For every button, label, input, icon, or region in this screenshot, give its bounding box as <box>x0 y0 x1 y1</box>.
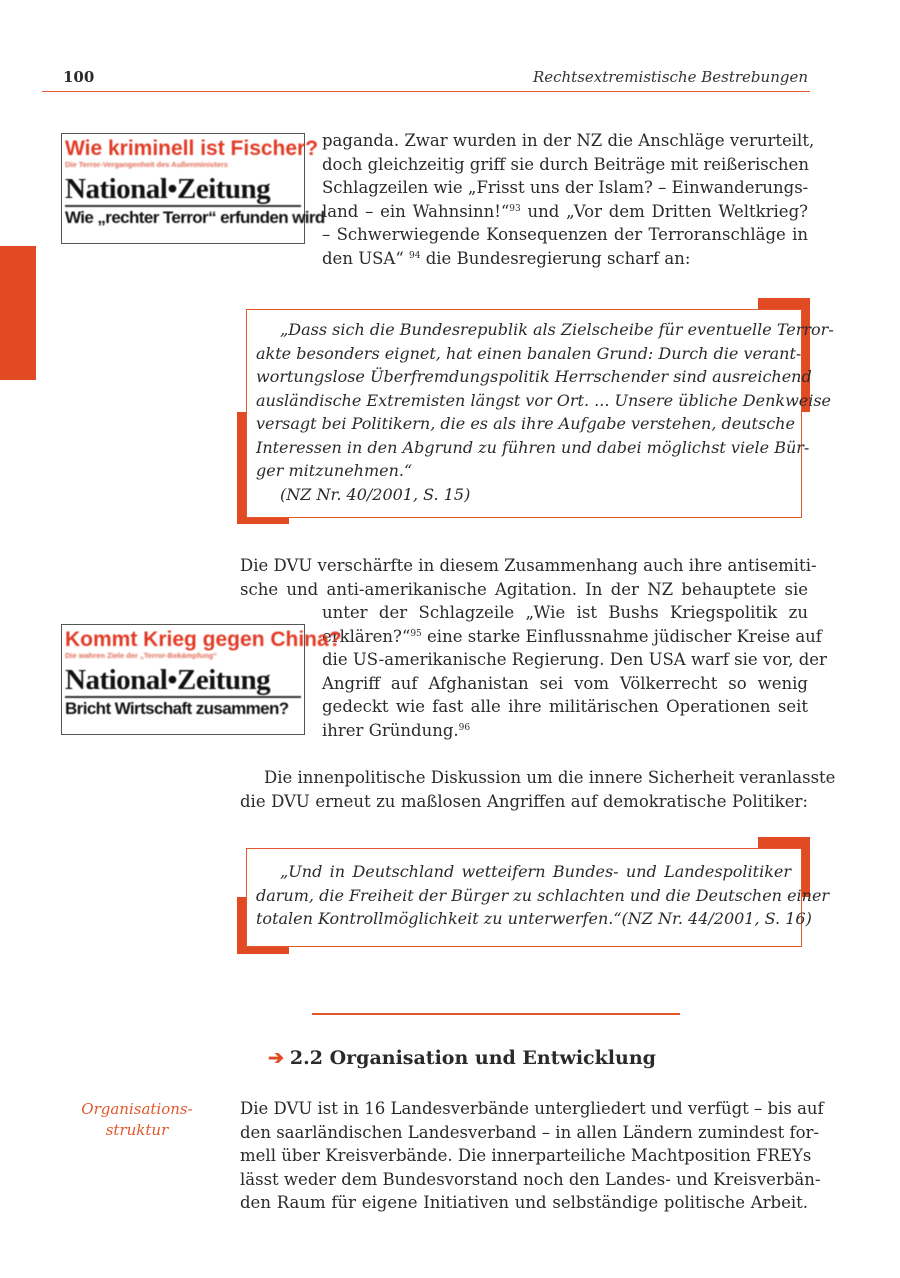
text-line: die US-amerikanische Regierung. Den USA warf sie vor, der <box>322 650 827 669</box>
text-line: Angriff auf Afghanistan sei vom Völkerrecht so wenig <box>322 673 808 693</box>
footnote-ref-94: 94 <box>409 250 421 261</box>
running-head: Rechtsextremistische Bestrebungen <box>532 68 808 86</box>
clipping-bottom-headline: Bricht Wirtschaft zusammen? <box>65 699 289 718</box>
text-line: Die DVU verschärfte in diesem Zusammenhang auch ihre antisemiti- <box>240 556 817 575</box>
paragraph-3 <box>240 766 836 813</box>
section-heading <box>268 1047 656 1069</box>
quote-line: akte besonders eignet, hat einen banalen Grund: Durch die verant- <box>256 343 802 363</box>
text-line: den saarländischen Landesverband – in allen Ländern zumindest for- <box>240 1122 820 1142</box>
text-line: die DVU erneut zu maßlosen Angriffen auf demokratische Politiker: <box>240 791 808 811</box>
text-line: mell über Kreisverbände. Die innerparteiliche Machtposition FREYs <box>240 1146 812 1165</box>
clipping-masthead: National•Zeitung <box>65 664 271 696</box>
arrow-icon: ➔ <box>268 1047 284 1069</box>
text-line: unter der Schlagzeile „Wie ist Bushs Kriegspolitik zu <box>322 603 808 622</box>
text-line: den Raum für eigene Initiativen und selbständige politische Arbeit. <box>240 1193 808 1212</box>
text-fragment: erklären?“ <box>322 626 411 646</box>
footnote-ref-93: 93 <box>509 203 521 214</box>
margin-note-line: Organisations- <box>81 1100 193 1118</box>
text-fragment: den USA“ <box>322 248 410 268</box>
text-fragment: ihrer Gründung. <box>322 720 459 740</box>
clipping-headline: Kommt Krieg gegen China? <box>65 628 342 651</box>
text-fragment: die Bundesregierung scharf an: <box>420 248 691 268</box>
text-line <box>322 247 808 271</box>
text-line: doch gleichzeitig griff sie durch Beiträge mit reißerischen <box>322 154 809 174</box>
footnote-ref-95: 95 <box>410 628 422 639</box>
quote-source: (NZ Nr. 40/2001, S. 15) <box>280 484 471 504</box>
paragraph-4 <box>240 1097 824 1215</box>
text-line <box>322 625 822 649</box>
newspaper-clipping-1 <box>61 133 325 244</box>
quote-line: Interessen in den Abgrund zu führen und dabei möglichst viele Bür- <box>256 437 810 457</box>
text-line <box>322 719 808 743</box>
blockquote-1 <box>256 318 834 506</box>
quote-line: „Und in Deutschland wetteifern Bundes- und Landespolitiker <box>280 862 791 881</box>
text-line: gedeckt wie fast alle ihre militärischen Operationen seit <box>322 697 808 716</box>
quote-line: totalen Kontrollmöglichkeit zu unterwerfen.“(NZ Nr. 44/2001, S. 16) <box>256 909 812 928</box>
text-line: paganda. Zwar wurden in der NZ die Anschläge verurteilt, <box>322 131 815 150</box>
text-fragment: land – ein Wahnsinn!“ <box>322 201 510 221</box>
page-number: 100 <box>63 68 95 86</box>
text-line: – Schwerwiegende Konsequenzen der Terroranschläge in <box>322 225 808 244</box>
text-fragment: und „Vor dem Dritten Weltkrieg? <box>520 201 808 221</box>
text-fragment: eine starke Einflussnahme jüdischer Kreise auf <box>421 626 822 646</box>
clipping-subheadline: Die Terror-Vergangenheit des Außenministers <box>65 160 228 169</box>
margin-note <box>62 1099 212 1141</box>
clipping-rule <box>65 205 301 207</box>
paragraph-1 <box>322 129 815 270</box>
text-line <box>322 200 808 224</box>
text-line: lässt weder dem Bundesvorstand noch den Landes- und Kreisverbän- <box>240 1169 821 1189</box>
quote-line: ausländische Extremisten längst vor Ort. ... Unsere übliche Denkweise <box>256 390 832 410</box>
margin-note-line: struktur <box>105 1121 169 1139</box>
section-divider <box>312 1013 680 1015</box>
newspaper-clipping-2 <box>61 624 342 735</box>
quote-line: „Dass sich die Bundesrepublik als Zielscheibe für eventuelle Terror- <box>280 320 834 339</box>
quote-line: versagt bei Politikern, die es als ihre Aufgabe verstehen, deutsche <box>256 414 795 433</box>
paragraph-2-body <box>322 601 827 742</box>
text-line: Die innenpolitische Diskussion um die innere Sicherheit veranlasste <box>264 768 836 787</box>
paragraph-2-intro <box>240 554 817 601</box>
text-line: Schlagzeilen wie „Frisst uns der Islam? – Einwanderungs- <box>322 178 809 197</box>
text-line: Die DVU ist in 16 Landesverbände untergliedert und verfügt – bis auf <box>240 1099 824 1118</box>
quote-line: ger mitzunehmen.“ <box>256 461 413 480</box>
section-heading-text: 2.2 Organisation und Entwicklung <box>289 1047 656 1069</box>
text-line: sche und anti-amerikanische Agitation. In der NZ behauptete sie <box>240 579 808 599</box>
clipping-masthead: National•Zeitung <box>65 173 271 205</box>
blockquote-2 <box>256 860 830 931</box>
quote-line: wortungslose Überfremdungspolitik Herrschender sind ausreichend <box>256 367 812 386</box>
header-rule <box>42 91 810 92</box>
clipping-bottom-headline: Wie „rechter Terror“ erfunden wird <box>65 208 325 227</box>
clipping-subheadline: Die wahren Ziele der „Terror-Bekämpfung“ <box>65 651 217 660</box>
clipping-rule <box>65 696 301 698</box>
quote-line: darum, die Freiheit der Bürger zu schlachten und die Deutschen einer <box>256 885 830 905</box>
footnote-ref-96: 96 <box>458 722 471 733</box>
clipping-headline: Wie kriminell ist Fischer? <box>65 137 319 160</box>
side-tab-marker <box>0 246 36 380</box>
